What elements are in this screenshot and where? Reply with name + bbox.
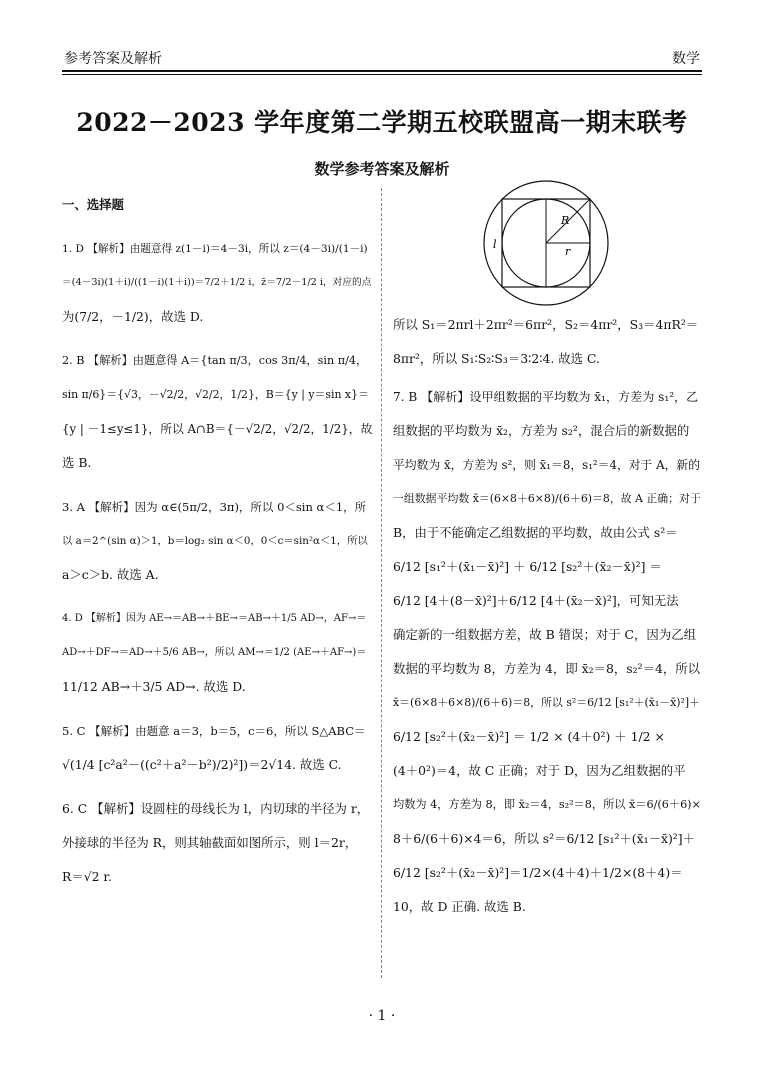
header-rule-thin: [62, 74, 702, 75]
label-l: l: [493, 238, 497, 251]
answer-line: 3. A 【解析】因为 α∈(5π/2，3π)，所以 0＜sin α＜1，所: [62, 500, 367, 514]
figure-caption: [393, 308, 703, 376]
header-subject: 数学: [672, 51, 700, 67]
answer-line: AD→＋DF→＝AD→＋5/6 AB→，所以 AM→＝1/2 (AE→＋AF→)＝: [62, 647, 367, 658]
answer-line: 6/12 [s₁²＋(x̄₁－x̄)²] ＋ 6/12 [s₂²＋(x̄₂－x̄)²] ＝: [393, 559, 662, 574]
label-R: R: [561, 214, 570, 227]
answer-line: 1. D 【解析】由题意得 z(1－i)＝4－3i，所以 z＝(4－3i)/(1－i): [62, 243, 368, 255]
answer-line: 11/12 AB→＋3/5 AD→. 故选 D.: [62, 679, 246, 694]
header-left-text: 参考答案及解析: [64, 51, 162, 67]
answer-line: 10，故 D 正确. 故选 B.: [393, 899, 526, 914]
answer-line: 平均数为 x̄，方差为 s²，则 x̄₁＝8，s₁²＝4，对于 A，新的: [393, 458, 701, 472]
page-number: · 1 ·: [368, 1008, 396, 1024]
right-column: [393, 370, 703, 924]
answer-line: ＝(4－3i)(1＋i)/((1－i)(1＋i))＝7/2＋1/2 i，z̄＝7/2－1/2 i，对应的点: [62, 277, 372, 288]
answer-line: 选 B.: [62, 455, 92, 470]
answer-line: x̄＝(6×8＋6×8)/(6＋6)＝8，所以 s²＝6/12 [s₁²＋(x̄₁－x̄)²]＋: [393, 696, 701, 709]
answer-line: 6/12 [s₂²＋(x̄₂－x̄)²] ＝ 1/2 × (4＋0²) ＋ 1/2 ×: [393, 729, 665, 744]
answer-line: 6. C 【解析】设圆柱的母线长为 l，内切球的半径为 r，: [62, 801, 370, 816]
answer-line: (4＋0²)＝4，故 C 正确；对于 D，因为乙组数据的平: [393, 763, 686, 778]
answer-line: 5. C 【解析】由题意 a＝3，b＝5，c＝6，所以 S△ABC＝: [62, 724, 366, 738]
answer-line: 外接球的半径为 R，则其轴截面如图所示，则 l＝2r，: [62, 835, 358, 850]
answer-line: 6/12 [s₂²＋(x̄₂－x̄)²]＝1/2×(4＋4)＋1/2×(8＋4)＝: [393, 865, 683, 880]
answer-line: 均数为 4，方差为 8，即 x̄₂＝4，s₂²＝8，所以 x̄＝6/(6＋6)×: [393, 798, 701, 811]
page-header: [0, 0, 764, 70]
label-r: r: [565, 245, 571, 258]
section-heading: 一、选择题: [62, 197, 124, 212]
answer-line: 7. B 【解析】设甲组数据的平均数为 x̄₁，方差为 s₁²，乙: [393, 390, 699, 404]
answer-line: R＝√2 r.: [62, 869, 112, 884]
answer-line: 确定新的一组数据方差，故 B 错误；对于 C，因为乙组: [393, 627, 696, 642]
answer-line: 4. D 【解析】因为 AE→＝AB→＋BE→＝AB→＋1/5 AD→，AF→＝: [62, 613, 367, 624]
answer-line: {y | －1≤y≤1}，所以 A∩B＝{－√2/2，√2/2，1/2}，故: [62, 422, 373, 436]
answer-line: B，由于不能确定乙组数据的平均数，故由公式 s²＝: [393, 525, 678, 540]
answer-line: 6/12 [4＋(8－x̄)²]＋6/12 [4＋(x̄₂－x̄)²]，可知无法: [393, 593, 679, 608]
answer-line: 8＋6/(6＋6)×4＝6，所以 s²＝6/12 [s₁²＋(x̄₁－x̄)²]＋: [393, 831, 695, 846]
answer-line: 2. B 【解析】由题意得 A＝{tan π/3，cos 3π/4，sin π/4，: [62, 354, 368, 367]
answer-line: 一组数据平均数 x̄＝(6×8＋6×8)/(6＋6)＝8，故 A 正确；对于: [393, 492, 701, 505]
caption-line: 所以 S₁＝2πrl＋2πr²＝6πr²，S₂＝4πr²，S₃＝4πR²＝: [393, 317, 699, 332]
header-rule-thick: [62, 70, 702, 72]
answer-line: 组数据的平均数为 x̄₂，方差为 s₂²，混合后的新数据的: [393, 423, 690, 438]
cylinder-cross-section-figure: [481, 178, 611, 308]
page-title: 2022－2023 学年度第二学期五校联盟高一期末联考: [76, 108, 688, 137]
answer-line: 数据的平均数为 8，方差为 4，即 x̄₂＝8，s₂²＝4，所以: [393, 661, 701, 676]
answer-line: 为(7/2，－1/2)，故选 D.: [62, 309, 204, 324]
answer-line: 以 a＝2^(sin α)＞1，b＝log₂ sin α＜0，0＜c＝sin²α＜1，所以: [62, 535, 368, 547]
answer-line: √(1/4 [c²a²－((c²＋a²－b²)/2)²])＝2√14. 故选 C.: [62, 757, 342, 772]
page-subtitle: 数学参考答案及解析: [314, 160, 450, 178]
column-divider: [381, 188, 382, 978]
left-column: [62, 188, 372, 894]
caption-line: 8πr²，所以 S₁∶S₂∶S₃＝3∶2∶4. 故选 C.: [393, 351, 600, 366]
answer-line: sin π/6}＝{√3，－√2/2，√2/2，1/2}，B＝{y | y＝sin x}＝: [62, 388, 369, 401]
answer-line: a＞c＞b. 故选 A.: [62, 567, 159, 582]
